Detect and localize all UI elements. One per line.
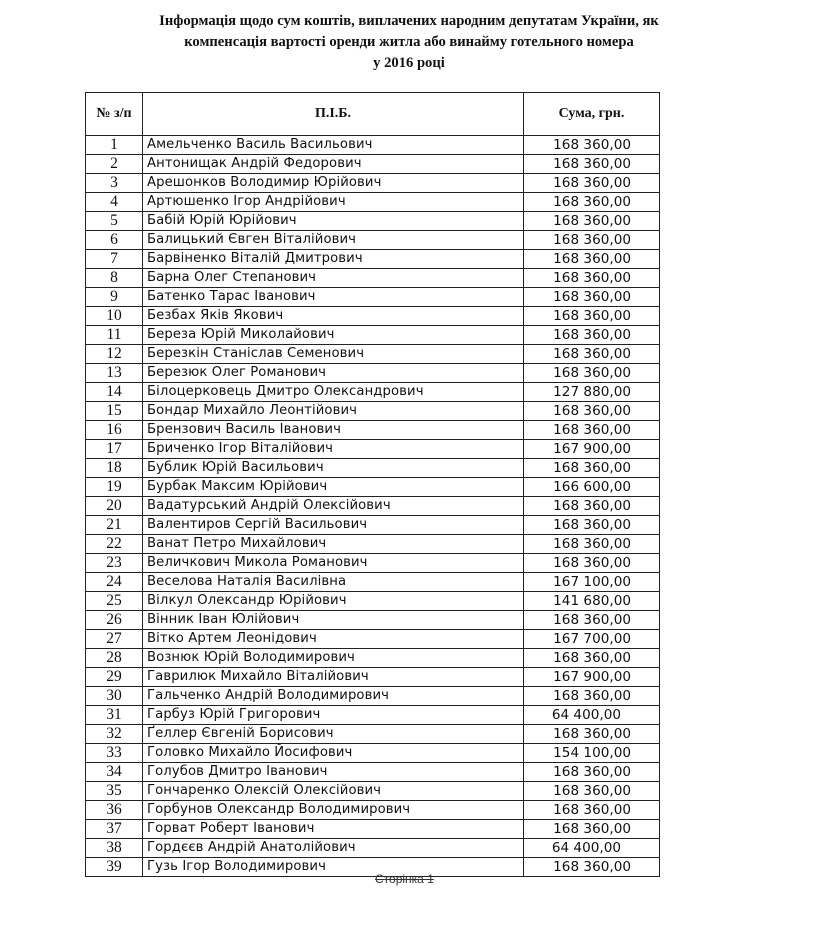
table-row [86,383,660,402]
row-sum-cell: 154 100,00 [524,744,660,763]
row-number-cell: 37 [86,820,143,839]
row-name-cell: Валентиров Сергій Васильович [143,516,524,535]
row-name-cell: Барвіненко Віталій Дмитрович [143,250,524,269]
row-name-cell: Арешонков Володимир Юрійович [143,174,524,193]
table-row [86,573,660,592]
row-name-cell: Ванат Петро Михайлович [143,535,524,554]
row-sum-cell: 168 360,00 [524,421,660,440]
row-number-cell: 11 [86,326,143,345]
table-row [86,687,660,706]
table-row [86,250,660,269]
row-name-cell: Вознюк Юрій Володимирович [143,649,524,668]
row-sum-cell: 127 880,00 [524,383,660,402]
title-line-1: Інформація щодо сум коштів, виплачених народним депутатам України, як [159,13,659,29]
row-number-cell: 39 [86,858,143,877]
table-row [86,535,660,554]
row-number-cell: 30 [86,687,143,706]
row-sum-cell: 168 360,00 [524,212,660,231]
row-number-cell: 17 [86,440,143,459]
table-row [86,782,660,801]
row-sum-cell: 168 360,00 [524,174,660,193]
row-name-cell: Бриченко Ігор Віталійович [143,440,524,459]
table-row [86,288,660,307]
row-number-cell: 21 [86,516,143,535]
row-number-cell: 23 [86,554,143,573]
table-row [86,155,660,174]
row-name-cell: Гузь Ігор Володимирович [143,858,524,877]
row-sum-cell: 168 360,00 [524,459,660,478]
row-sum-cell: 168 360,00 [524,649,660,668]
row-name-cell: Антонищак Андрій Федорович [143,155,524,174]
payments-table-wrapper [85,92,659,877]
row-name-cell: Батенко Тарас Іванович [143,288,524,307]
row-sum-cell: 168 360,00 [524,820,660,839]
row-number-cell: 36 [86,801,143,820]
row-number-cell: 5 [86,212,143,231]
document-title [0,11,818,74]
table-body [86,136,660,877]
table-row [86,839,660,858]
row-sum-cell: 168 360,00 [524,269,660,288]
table-row [86,668,660,687]
row-number-cell: 31 [86,706,143,725]
title-line-3: у 2016 році [373,55,445,71]
table-row [86,725,660,744]
row-sum-cell: 168 360,00 [524,288,660,307]
page-number-label: Сторінка 1 [375,872,434,886]
row-sum-cell: 167 900,00 [524,668,660,687]
row-number-cell: 28 [86,649,143,668]
row-name-cell: Безбах Яків Якович [143,307,524,326]
row-sum-cell: 168 360,00 [524,725,660,744]
row-name-cell: Гальченко Андрій Володимирович [143,687,524,706]
row-name-cell: Білоцерковець Дмитро Олександрович [143,383,524,402]
row-number-cell: 10 [86,307,143,326]
row-number-cell: 24 [86,573,143,592]
header-num: № з/п [86,93,143,136]
row-sum-cell: 168 360,00 [524,193,660,212]
row-number-cell: 16 [86,421,143,440]
table-row [86,649,660,668]
row-number-cell: 32 [86,725,143,744]
table-row [86,269,660,288]
row-number-cell: 12 [86,345,143,364]
row-number-cell: 14 [86,383,143,402]
row-name-cell: Ґеллер Євгеній Борисович [143,725,524,744]
row-name-cell: Брензович Василь Іванович [143,421,524,440]
row-name-cell: Гончаренко Олексій Олексійович [143,782,524,801]
table-row [86,174,660,193]
row-name-cell: Бабій Юрій Юрійович [143,212,524,231]
table-row [86,212,660,231]
payments-table [85,92,660,877]
table-row [86,345,660,364]
table-row [86,136,660,155]
row-number-cell: 33 [86,744,143,763]
row-sum-cell: 168 360,00 [524,516,660,535]
row-number-cell: 2 [86,155,143,174]
row-sum-cell: 168 360,00 [524,497,660,516]
row-name-cell: Балицький Євген Віталійович [143,231,524,250]
table-row [86,459,660,478]
row-sum-cell: 168 360,00 [524,326,660,345]
row-sum-cell: 168 360,00 [524,801,660,820]
table-row [86,231,660,250]
row-name-cell: Бондар Михайло Леонтійович [143,402,524,421]
row-name-cell: Голубов Дмитро Іванович [143,763,524,782]
row-number-cell: 34 [86,763,143,782]
row-number-cell: 4 [86,193,143,212]
row-number-cell: 26 [86,611,143,630]
row-sum-cell: 64 400,00 [524,706,660,725]
row-name-cell: Вітко Артем Леонідович [143,630,524,649]
row-number-cell: 9 [86,288,143,307]
table-row [86,630,660,649]
row-sum-cell: 168 360,00 [524,345,660,364]
row-sum-cell: 166 600,00 [524,478,660,497]
table-row [86,858,660,877]
header-sum: Сума, грн. [524,93,660,136]
row-sum-cell: 167 700,00 [524,630,660,649]
table-row [86,763,660,782]
row-sum-cell: 141 680,00 [524,592,660,611]
row-sum-cell: 168 360,00 [524,307,660,326]
row-sum-cell: 168 360,00 [524,136,660,155]
row-number-cell: 19 [86,478,143,497]
table-header-row [86,93,660,136]
table-row [86,193,660,212]
table-row [86,592,660,611]
row-number-cell: 3 [86,174,143,193]
table-row [86,307,660,326]
row-number-cell: 22 [86,535,143,554]
table-row [86,402,660,421]
row-sum-cell: 64 400,00 [524,839,660,858]
row-number-cell: 8 [86,269,143,288]
table-row [86,554,660,573]
table-row [86,516,660,535]
table-row [86,326,660,345]
table-row [86,611,660,630]
row-sum-cell: 167 100,00 [524,573,660,592]
row-sum-cell: 168 360,00 [524,535,660,554]
row-sum-cell: 167 900,00 [524,440,660,459]
row-name-cell: Березкін Станіслав Семенович [143,345,524,364]
header-name: П.І.Б. [143,93,524,136]
row-name-cell: Вілкул Олександр Юрійович [143,592,524,611]
table-row [86,801,660,820]
row-sum-cell: 168 360,00 [524,782,660,801]
row-name-cell: Бублик Юрій Васильович [143,459,524,478]
row-sum-cell: 168 360,00 [524,858,660,877]
table-row [86,478,660,497]
row-number-cell: 38 [86,839,143,858]
row-number-cell: 7 [86,250,143,269]
row-number-cell: 27 [86,630,143,649]
row-number-cell: 18 [86,459,143,478]
row-number-cell: 25 [86,592,143,611]
row-name-cell: Веселова Наталія Василівна [143,573,524,592]
row-name-cell: Гордєєв Андрій Анатолійович [143,839,524,858]
row-name-cell: Барна Олег Степанович [143,269,524,288]
title-line-2: компенсація вартості оренди житла або винайму готельного номера [184,34,634,50]
row-number-cell: 1 [86,136,143,155]
row-sum-cell: 168 360,00 [524,155,660,174]
row-number-cell: 13 [86,364,143,383]
table-row [86,497,660,516]
row-name-cell: Береза Юрій Миколайович [143,326,524,345]
row-sum-cell: 168 360,00 [524,687,660,706]
row-sum-cell: 168 360,00 [524,231,660,250]
row-name-cell: Гаврилюк Михайло Віталійович [143,668,524,687]
table-row [86,421,660,440]
row-name-cell: Горват Роберт Іванович [143,820,524,839]
row-number-cell: 20 [86,497,143,516]
row-number-cell: 15 [86,402,143,421]
row-name-cell: Бурбак Максим Юрійович [143,478,524,497]
row-number-cell: 35 [86,782,143,801]
row-name-cell: Артюшенко Ігор Андрійович [143,193,524,212]
row-name-cell: Гарбуз Юрій Григорович [143,706,524,725]
table-row [86,440,660,459]
row-name-cell: Величкович Микола Романович [143,554,524,573]
table-row [86,744,660,763]
table-row [86,364,660,383]
table-row [86,820,660,839]
row-sum-cell: 168 360,00 [524,763,660,782]
table-row [86,706,660,725]
row-name-cell: Березюк Олег Романович [143,364,524,383]
row-sum-cell: 168 360,00 [524,250,660,269]
row-name-cell: Горбунов Олександр Володимирович [143,801,524,820]
row-sum-cell: 168 360,00 [524,611,660,630]
row-sum-cell: 168 360,00 [524,554,660,573]
row-name-cell: Вадатурський Андрій Олексійович [143,497,524,516]
row-name-cell: Вінник Іван Юлійович [143,611,524,630]
row-name-cell: Головко Михайло Йосифович [143,744,524,763]
row-number-cell: 6 [86,231,143,250]
row-sum-cell: 168 360,00 [524,402,660,421]
row-number-cell: 29 [86,668,143,687]
row-name-cell: Амельченко Василь Васильович [143,136,524,155]
row-sum-cell: 168 360,00 [524,364,660,383]
